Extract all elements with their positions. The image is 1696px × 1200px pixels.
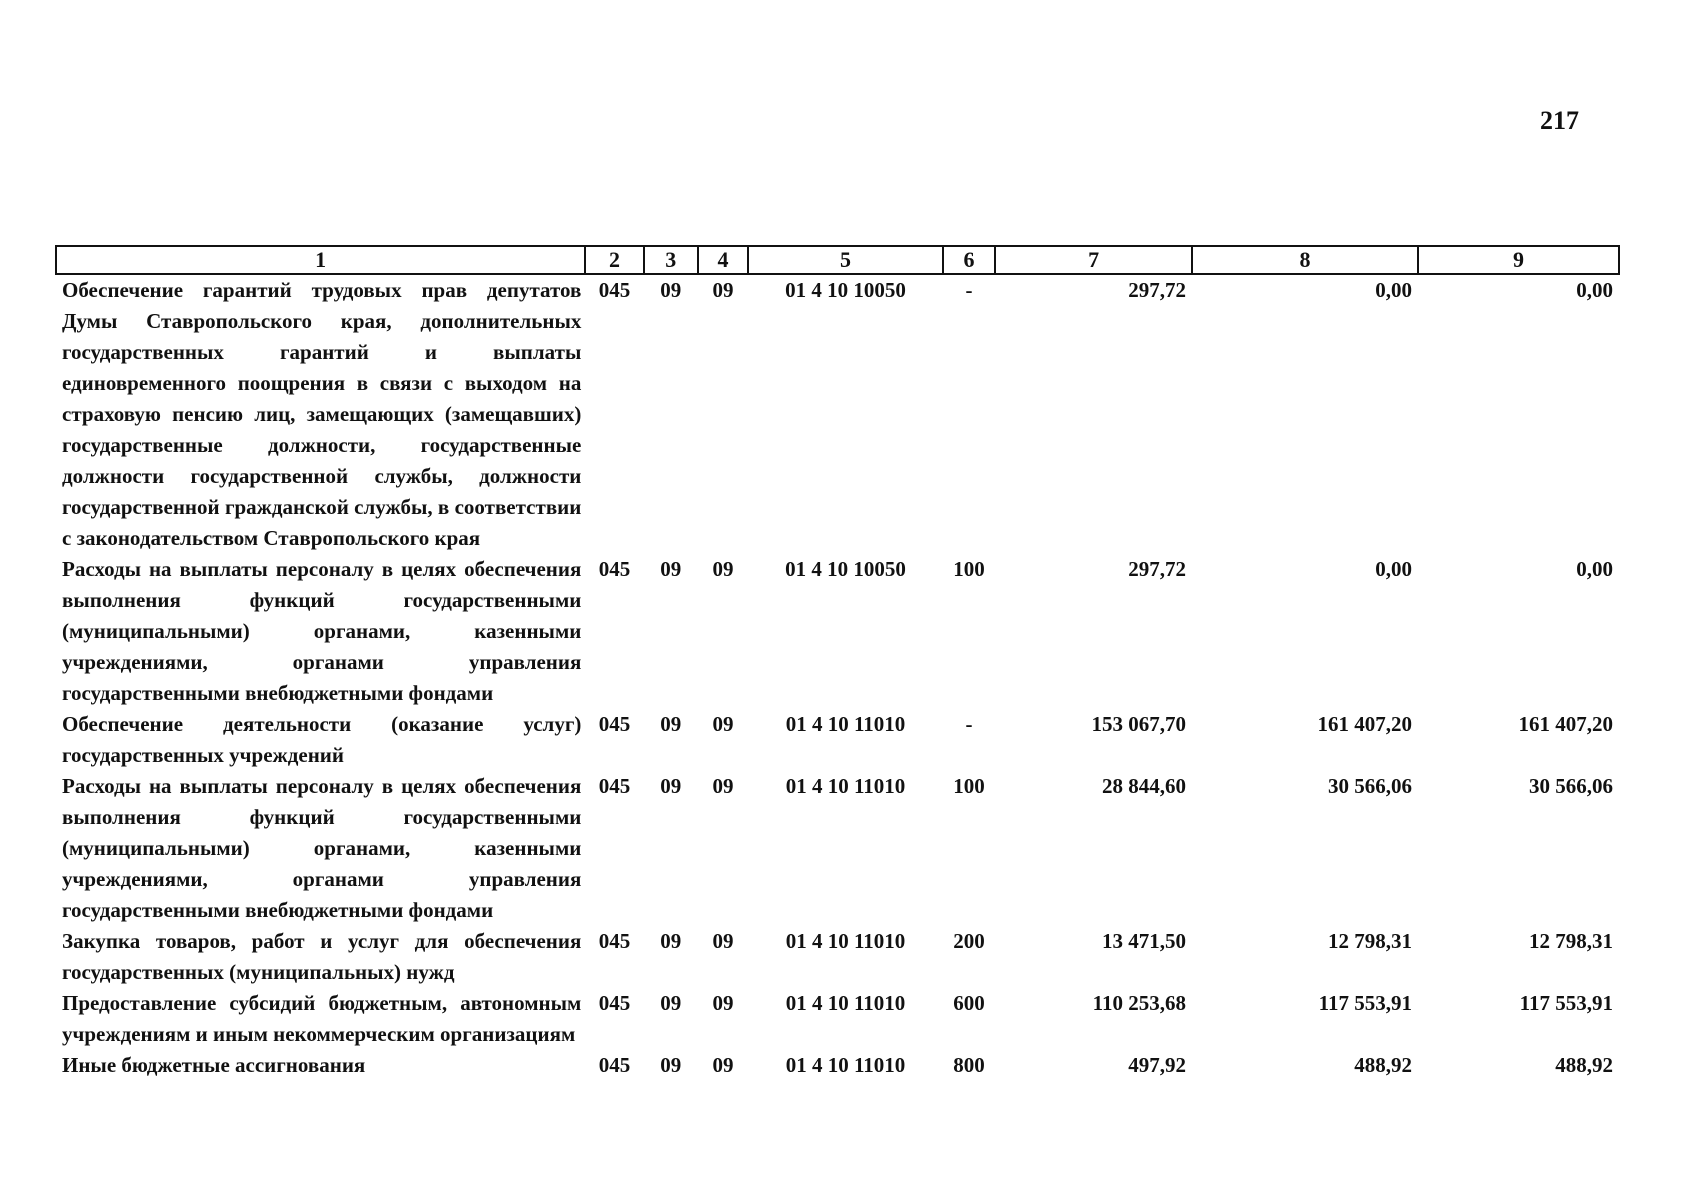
ministry-code: 045 [598, 774, 631, 798]
table-row [56, 988, 1619, 1050]
subsection-code: 09 [712, 1053, 734, 1077]
amount-col8: 0,00 [1375, 278, 1413, 302]
target-article-code: 01 4 10 10050 [785, 278, 906, 302]
amount-col9: 0,00 [1576, 557, 1613, 581]
table-row [56, 1050, 1619, 1081]
row-description: Расходы на выплаты персоналу в целях обеспечения выполнения функций государственными (муниципальными) органами, казенными учреждениями, органами управления государственными внебюджетными фондами [62, 557, 582, 705]
ministry-code: 045 [598, 712, 631, 736]
target-article-code: 01 4 10 11010 [785, 712, 906, 736]
section-code: 09 [660, 278, 682, 302]
section-code: 09 [660, 557, 682, 581]
table-row [56, 771, 1619, 926]
amount-col8: 488,92 [1354, 1053, 1413, 1077]
row-description: Обеспечение деятельности (оказание услуг) государственных учреждений [62, 712, 582, 767]
table-row [56, 709, 1619, 771]
amount-col7: 297,72 [1128, 557, 1187, 581]
row-description: Иные бюджетные ассигнования [62, 1053, 366, 1077]
section-code: 09 [660, 929, 682, 953]
ministry-code: 045 [598, 991, 631, 1015]
amount-col9: 0,00 [1576, 278, 1613, 302]
column-header: 4 [698, 246, 748, 274]
amount-col8: 117 553,91 [1318, 991, 1413, 1015]
expense-type-code: 800 [953, 1053, 985, 1077]
amount-col9: 117 553,91 [1519, 991, 1613, 1015]
amount-col9: 161 407,20 [1518, 712, 1613, 736]
budget-table [55, 245, 1620, 1081]
table-row [56, 926, 1619, 988]
amount-col7: 297,72 [1128, 278, 1187, 302]
section-code: 09 [660, 991, 682, 1015]
amount-col8: 0,00 [1375, 557, 1413, 581]
section-code: 09 [660, 712, 682, 736]
column-header: 5 [748, 246, 943, 274]
amount-col8: 12 798,31 [1328, 929, 1413, 953]
subsection-code: 09 [712, 557, 734, 581]
row-description: Закупка товаров, работ и услуг для обеспечения государственных (муниципальных) нужд [62, 929, 582, 984]
ministry-code: 045 [598, 929, 631, 953]
section-code: 09 [660, 774, 682, 798]
ministry-code: 045 [598, 557, 631, 581]
target-article-code: 01 4 10 11010 [785, 774, 906, 798]
target-article-code: 01 4 10 11010 [785, 929, 906, 953]
ministry-code: 045 [598, 1053, 631, 1077]
amount-col8: 161 407,20 [1317, 712, 1413, 736]
amount-col7: 497,92 [1128, 1053, 1187, 1077]
expense-type-code: 100 [953, 774, 985, 798]
amount-col9: 30 566,06 [1529, 774, 1613, 798]
table-row [56, 274, 1619, 554]
table-header-row [56, 246, 1619, 274]
row-description: Расходы на выплаты персоналу в целях обеспечения выполнения функций государственными (муниципальными) органами, казенными учреждениями, органами управления государственными внебюджетными фондами [62, 774, 582, 922]
ministry-code: 045 [598, 278, 631, 302]
column-header: 9 [1418, 246, 1619, 274]
amount-col7: 153 067,70 [1091, 712, 1187, 736]
subsection-code: 09 [712, 991, 734, 1015]
column-header: 8 [1192, 246, 1418, 274]
subsection-code: 09 [712, 929, 734, 953]
amount-col8: 30 566,06 [1328, 774, 1413, 798]
target-article-code: 01 4 10 10050 [785, 557, 906, 581]
amount-col7: 13 471,50 [1102, 929, 1187, 953]
amount-col9: 12 798,31 [1529, 929, 1613, 953]
table-row [56, 554, 1619, 709]
expense-type-code: 200 [953, 929, 985, 953]
subsection-code: 09 [712, 774, 734, 798]
subsection-code: 09 [712, 712, 734, 736]
amount-col7: 110 253,68 [1092, 991, 1187, 1015]
column-header: 2 [585, 246, 643, 274]
amount-col9: 488,92 [1555, 1053, 1613, 1077]
row-description: Предоставление субсидий бюджетным, автономным учреждениям и иным некоммерческим организациям [62, 991, 582, 1046]
column-header: 7 [995, 246, 1192, 274]
section-code: 09 [660, 1053, 682, 1077]
expense-type-code: - [965, 278, 973, 302]
column-header: 6 [943, 246, 995, 274]
expense-type-code: 600 [953, 991, 985, 1015]
target-article-code: 01 4 10 11010 [785, 1053, 906, 1077]
subsection-code: 09 [712, 278, 734, 302]
amount-col7: 28 844,60 [1102, 774, 1187, 798]
target-article-code: 01 4 10 11010 [785, 991, 906, 1015]
page-number: 217 [1540, 106, 1579, 135]
column-header: 3 [644, 246, 698, 274]
row-description: Обеспечение гарантий трудовых прав депутатов Думы Ставропольского края, дополнительных государственных гарантий и выплаты единовременного поощрения в связи с выходом на страховую пенсию лиц, замещающих (замещавших) государственные должности, государственные должности государственной службы, должности государственной гражданской службы, в соответствии с законодательством Ставропольского края [62, 278, 582, 550]
expense-type-code: 100 [953, 557, 985, 581]
expense-type-code: - [965, 712, 973, 736]
column-header: 1 [56, 246, 585, 274]
